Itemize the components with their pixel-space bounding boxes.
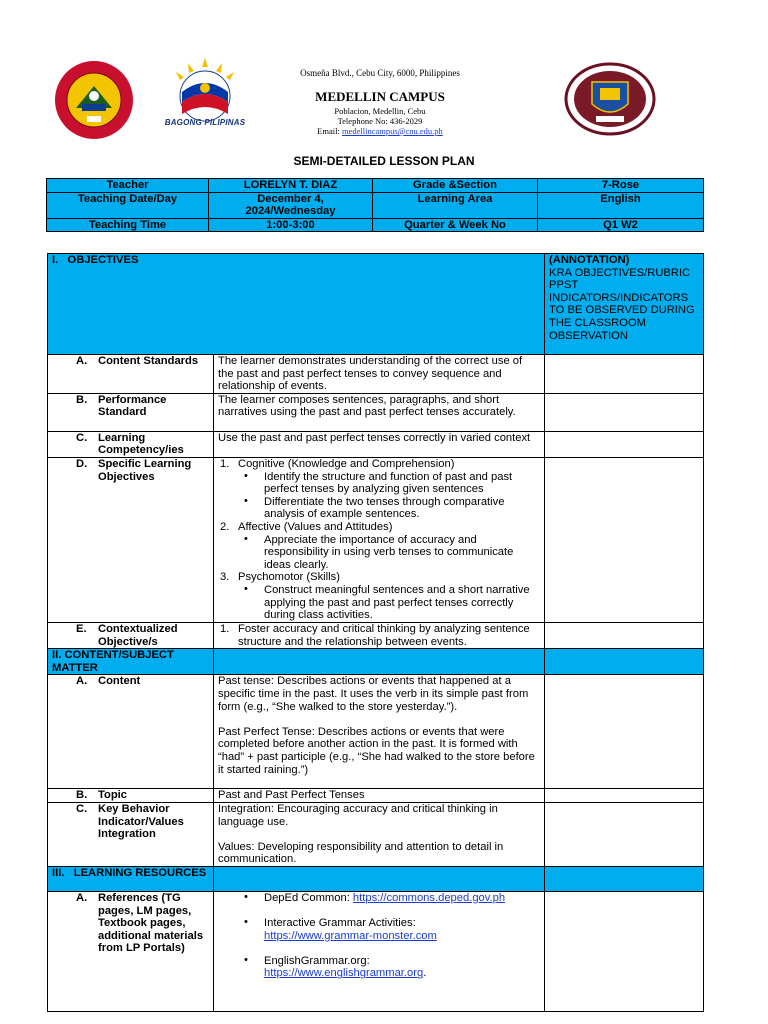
content-heading: II. CONTENT/SUBJECT MATTER: [48, 649, 214, 675]
content-standards-label: A. Content Standards: [48, 355, 214, 394]
deped-commons-link[interactable]: https://commons.deped.gov.ph: [352, 891, 506, 904]
objectives-heading: I. OBJECTIVES: [48, 254, 545, 355]
specific-objectives-label: D. Specific Learning Objectives: [48, 457, 214, 622]
annotation-cell: [545, 891, 704, 1011]
annotation-cell: [545, 675, 704, 789]
area-value: English: [538, 192, 704, 218]
grade-label: Grade &Section: [373, 179, 538, 193]
email-link[interactable]: medellincampus@cnu.edu.ph: [341, 126, 443, 136]
annotation-cell: [545, 622, 704, 648]
table-row: [48, 431, 704, 457]
specific-objectives-text: [214, 457, 545, 622]
document-header: [0, 0, 768, 150]
list-item: • EnglishGrammar.org: https://www.englishgrammar.org.: [244, 953, 427, 980]
quarter-value: Q1 W2: [538, 218, 704, 232]
table-row: [48, 355, 704, 394]
date-value: December 4, 2024/Wednesday: [209, 192, 373, 218]
annotation-cell: [545, 355, 704, 394]
content-label: A. Content: [48, 675, 214, 789]
table-row: [48, 457, 704, 622]
content-standards-text: The learner demonstrates understanding of the correct use of the past and past perfect tenses to convey sequence and relationship of events.: [214, 355, 545, 394]
email-label: Email:: [317, 126, 342, 136]
grade-value: 7-Rose: [538, 179, 704, 193]
list-item: • Identify the structure and function of past and past perfect tenses by analyzing given sentences: [244, 469, 513, 496]
annotation-cell: [545, 802, 704, 866]
time-value: 1:00-3:00: [209, 218, 373, 232]
list-item: • Construct meaningful sentences and a short narrative applying the past and past perfect tenses correctly during class activities.: [244, 582, 530, 622]
section-cell: [214, 649, 545, 675]
list-item: • Differentiate the two tenses through comparative analysis of example sentences.: [244, 494, 505, 521]
table-row: [48, 622, 704, 648]
table-row: [48, 675, 704, 789]
lesson-info-table: [46, 178, 704, 232]
bullet-icon: •: [244, 582, 248, 595]
cebu-normal-university-seal-icon: [48, 60, 140, 140]
teacher-label: Teacher: [47, 179, 209, 193]
english-grammar-link[interactable]: https://www.englishgrammar.org: [264, 967, 424, 980]
bullet-icon: •: [244, 916, 248, 929]
annotation-cell: [545, 431, 704, 457]
content-header-row: [48, 649, 704, 675]
past-perfect-definition: Past Perfect Tense: Describes actions or events that were completed before another action in the past. It is formed with “had” + past participle (e.g., “She had walked to the store before it started raining.”): [218, 725, 535, 776]
learning-competency-text: Use the past and past perfect tenses correctly in varied context: [214, 431, 545, 457]
learning-competency-label: C. Learning Competency/ies: [48, 431, 214, 457]
topic-label: B. Topic: [48, 789, 214, 803]
bagong-pilipinas-text: BAGONG PILIPINAS: [164, 118, 246, 127]
annotation-cell: [545, 393, 704, 431]
area-label: Learning Area: [373, 192, 538, 218]
past-tense-definition: Past tense: Describes actions or events that happened at a specific time in the past. It uses the verb in its simple past from form (e.g., “She walked to the store yesterday.”).: [218, 675, 529, 713]
list-item: 2. Affective (Values and Attitudes): [220, 520, 393, 533]
campus-name: MEDELLIN CAMPUS: [315, 89, 445, 104]
section-cell: [545, 866, 704, 891]
table-row: [48, 393, 704, 431]
section-cell: [545, 649, 704, 675]
contextualized-objectives-text: 1. Foster accuracy and critical thinking by analyzing sentence structure and the relationship between events.: [214, 622, 545, 648]
bullet-icon: •: [244, 494, 248, 507]
references-text: [214, 891, 545, 1011]
table-row: [48, 891, 704, 1011]
topic-text: Past and Past Perfect Tenses: [214, 789, 545, 803]
section-cell: [214, 866, 545, 891]
date-label: Teaching Date/Day: [47, 192, 209, 218]
teacher-value: LORELYN T. DIAZ: [209, 179, 373, 193]
values-integration-text: [214, 802, 545, 866]
list-item: • Appreciate the importance of accuracy and responsibility in using verb tenses to communicate ideas clearly.: [244, 532, 514, 571]
contextualized-objectives-label: E. Contextualized Objective/s: [48, 622, 214, 648]
references-label: A. References (TG pages, LM pages, Textbook pages, additional materials from LP Portals): [48, 891, 214, 1011]
table-row: [48, 802, 704, 866]
annotation-cell: [545, 789, 704, 803]
list-item: • Interactive Grammar Activities: https://www.grammar-monster.com: [244, 916, 437, 942]
objectives-header-row: [48, 254, 704, 355]
resources-header-row: [48, 866, 704, 891]
document-title: SEMI-DETAILED LESSON PLAN: [293, 154, 475, 168]
performance-standard-text: The learner composes sentences, paragraphs, and short narratives using the past and past perfect tenses accurately.: [214, 393, 545, 431]
list-item: 3. Psychomotor (Skills): [220, 571, 340, 584]
campus-address: Poblacion, Medellin, Cebu: [334, 106, 426, 116]
email-line: [260, 126, 500, 136]
table-row: [48, 789, 704, 803]
integration-text: Integration: Encouraging accuracy and critical thinking in language use.: [218, 802, 498, 828]
time-label: Teaching Time: [47, 218, 209, 232]
content-text: [214, 675, 545, 789]
values-text: Values: Developing responsibility and attention to detail in communication.: [218, 840, 504, 866]
bullet-icon: •: [244, 891, 248, 903]
list-item: 1. Cognitive (Knowledge and Comprehension): [220, 457, 455, 470]
annotation-cell: [545, 457, 704, 622]
bullet-icon: •: [244, 532, 248, 545]
bullet-icon: •: [244, 953, 248, 966]
bullet-icon: •: [244, 469, 248, 482]
quarter-label: Quarter & Week No: [373, 218, 538, 232]
telephone: Telephone No: 436-2029: [337, 116, 423, 126]
values-integration-label: C. Key Behavior Indicator/Values Integration: [48, 802, 214, 866]
grammar-monster-link[interactable]: https://www.grammar-monster.com: [264, 929, 437, 942]
resources-heading: III. LEARNING RESOURCES: [48, 866, 214, 891]
performance-standard-label: B. Performance Standard: [48, 393, 214, 431]
annotation-heading: (ANNOTATION) KRA OBJECTIVES/RUBRIC PPST INDICATORS/INDICATORS TO BE OBSERVED DURING THE CLASSROOM OBSERVATION: [545, 254, 704, 355]
medellin-campus-seal-icon: [562, 62, 658, 136]
lesson-plan-table: [47, 253, 704, 1012]
address-top: Osmeña Blvd., Cebu City, 6000, Philippines: [300, 68, 460, 78]
list-item: • DepEd Common: https://commons.deped.gov.ph: [244, 891, 506, 904]
